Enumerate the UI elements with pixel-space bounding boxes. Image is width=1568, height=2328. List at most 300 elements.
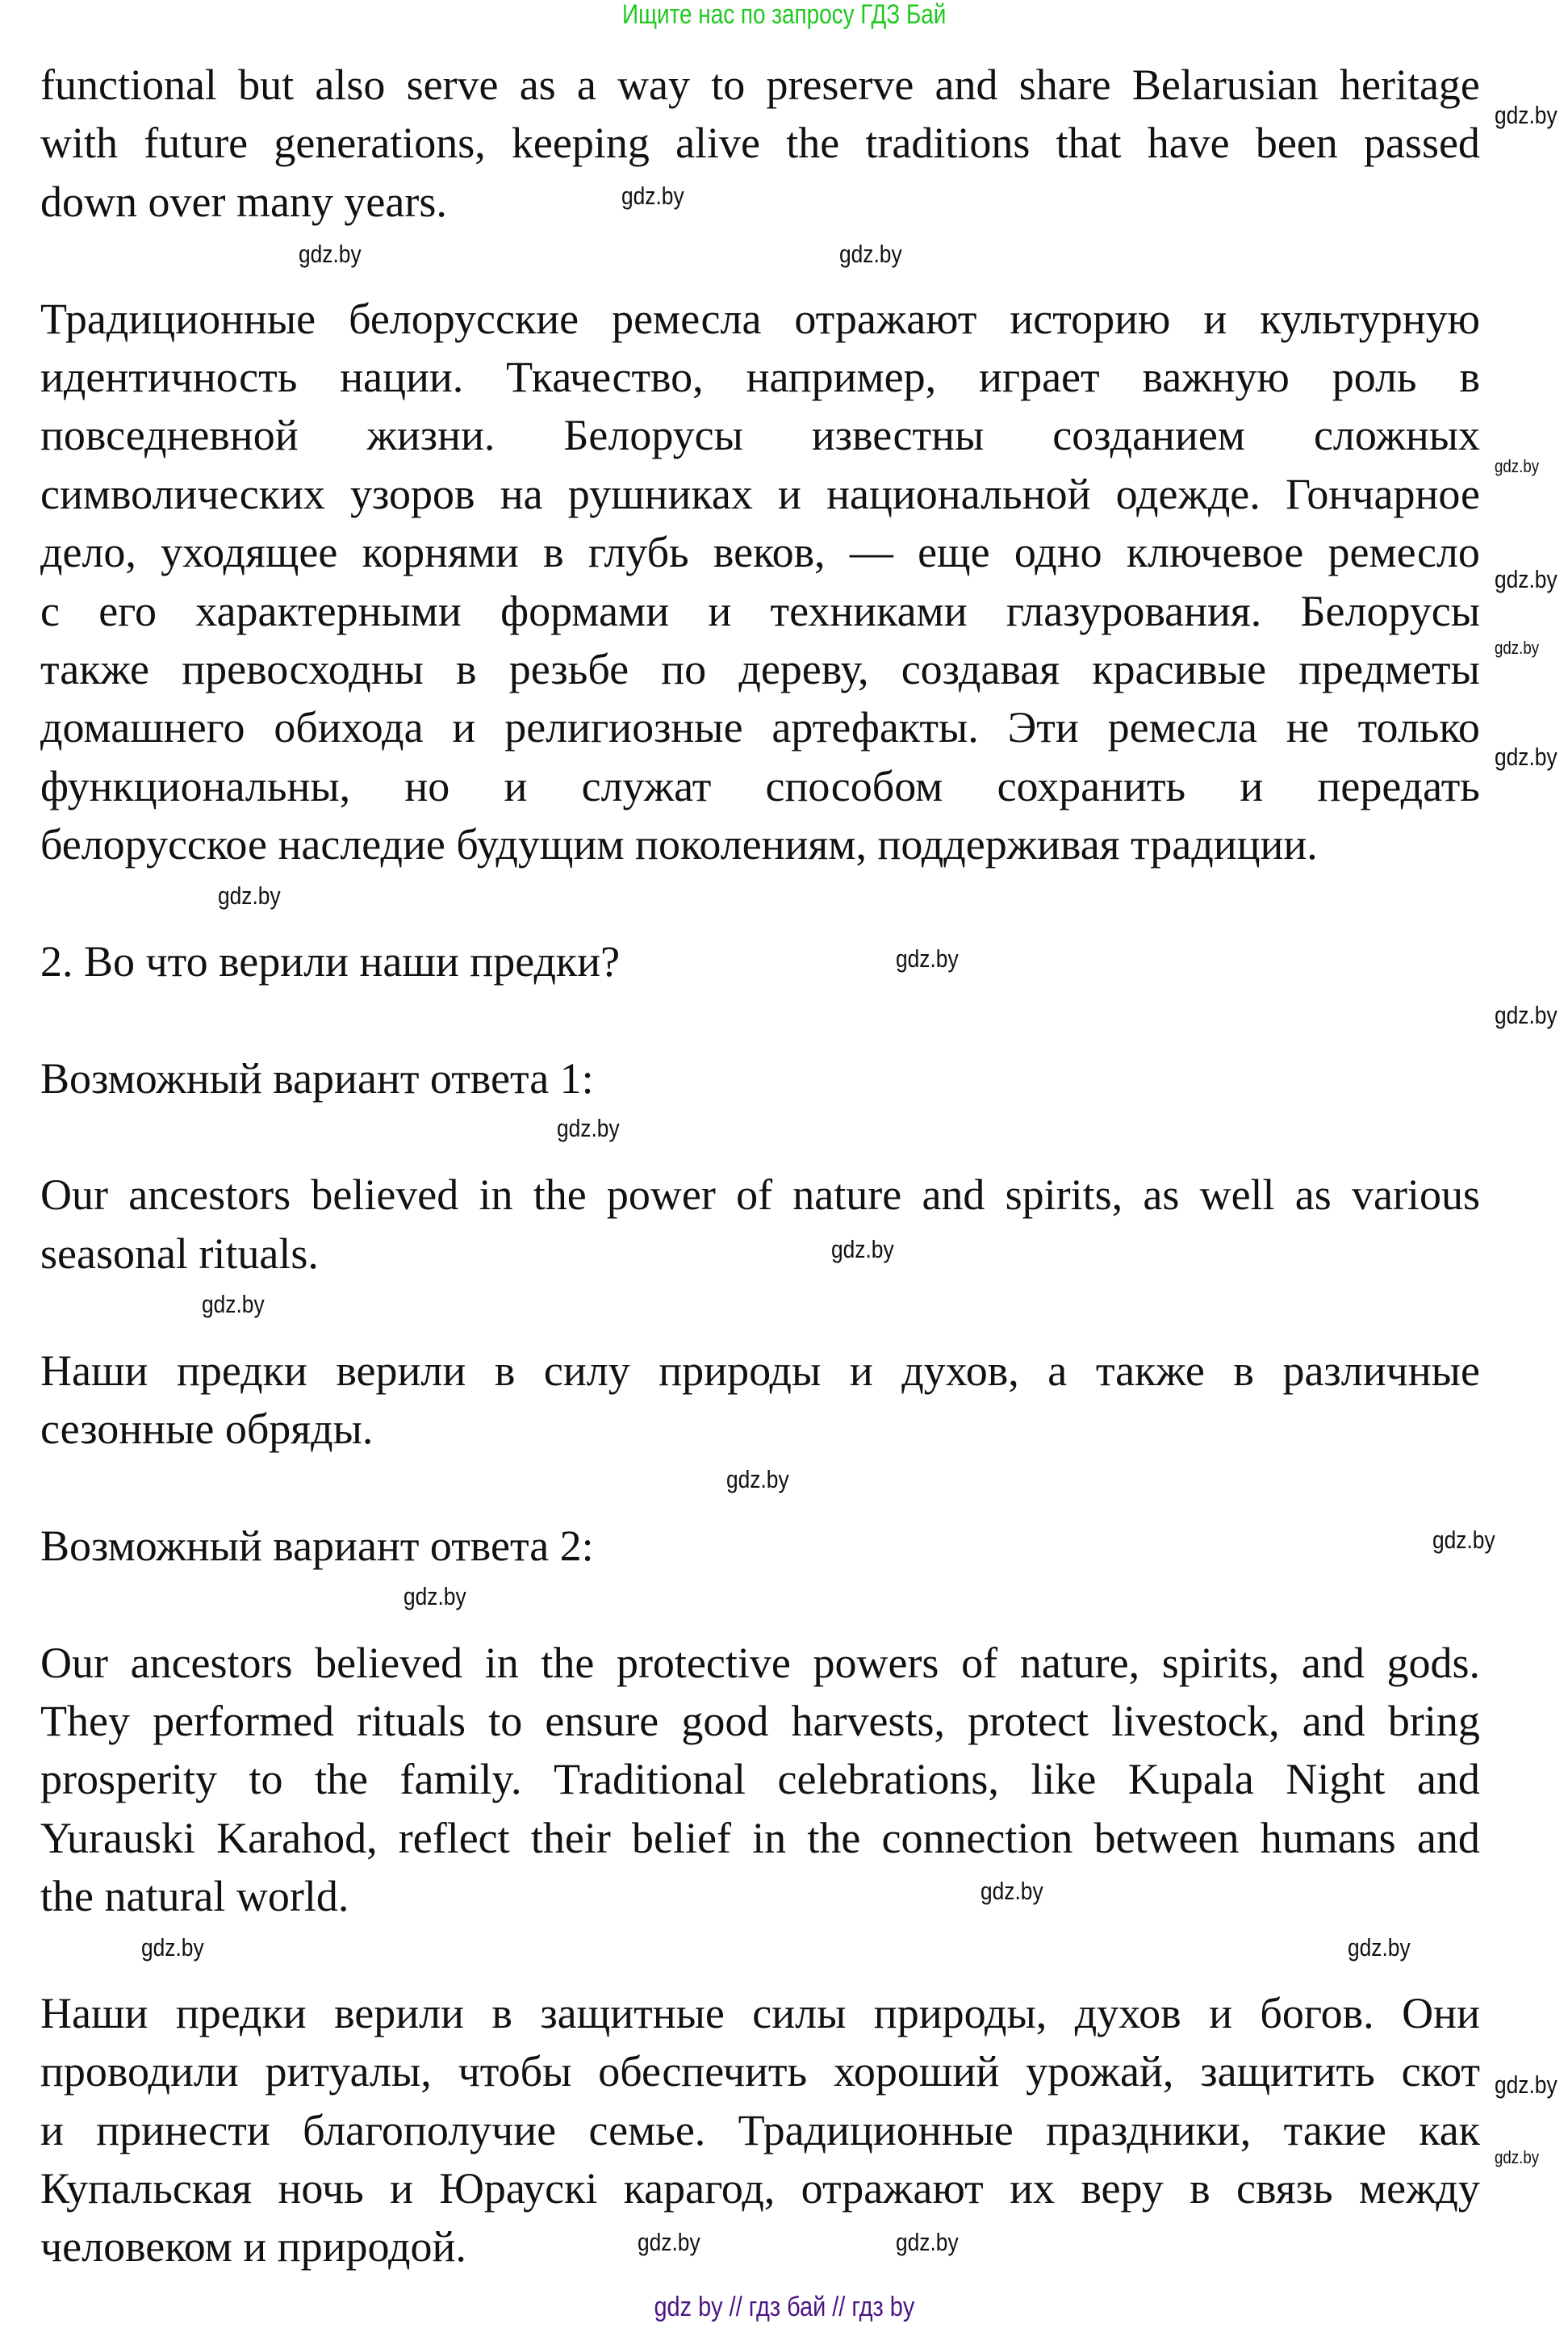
word: глазурования.	[1006, 586, 1262, 635]
watermark-text: gdz.by	[1495, 565, 1558, 593]
watermark-text: gdz.by	[1495, 2147, 1540, 2167]
watermark-text: gdz.by	[896, 2228, 959, 2256]
word: артефакты.	[771, 703, 979, 752]
word: to	[488, 1696, 523, 1745]
word: celebrations,	[777, 1755, 999, 1804]
text-line	[40, 523, 1480, 581]
watermark-text: gdz.by	[299, 240, 362, 268]
watermark-text: gdz.by	[141, 1933, 204, 1962]
text-line	[40, 1342, 1480, 1400]
word: и	[1203, 294, 1227, 343]
word: Традиционные	[738, 2105, 1014, 2154]
word: spirits,	[1161, 1638, 1280, 1687]
word: и	[390, 2164, 414, 2213]
word: сохранить	[997, 761, 1186, 810]
word: но	[404, 761, 450, 810]
word: глубь	[587, 528, 689, 577]
watermark	[1495, 638, 1547, 659]
paragraph	[40, 56, 1480, 231]
word: powers	[813, 1638, 939, 1687]
word: ancestors	[128, 1170, 291, 1220]
watermark-text: gdz.by	[1495, 743, 1558, 771]
word: культурную	[1260, 294, 1480, 343]
watermark-text: gdz.by	[1495, 2070, 1558, 2099]
watermark	[1495, 743, 1568, 772]
text-line	[40, 640, 1480, 698]
text-line: Возможный вариант ответа 1:	[40, 1053, 594, 1103]
word: way	[617, 61, 691, 109]
word: humans	[1260, 1813, 1396, 1862]
word: предки	[177, 1346, 307, 1395]
word: protective	[616, 1638, 791, 1687]
word: на	[500, 469, 543, 518]
watermark	[1495, 101, 1568, 130]
word: well	[1199, 1170, 1275, 1220]
watermark-text: gdz.by	[1348, 1933, 1411, 1962]
paragraph	[40, 1984, 1480, 2276]
word: дело,	[40, 528, 136, 577]
word: дереву,	[738, 644, 869, 693]
watermark-text: gdz.by	[621, 182, 684, 210]
word: карагод,	[623, 2164, 776, 2213]
word: проводили	[40, 2047, 239, 2096]
watermark-text: gdz.by	[403, 1582, 466, 1610]
word: не	[1286, 703, 1329, 752]
word: ремесло	[1328, 528, 1480, 577]
text-line	[40, 2042, 1480, 2100]
word: защитить	[1200, 2047, 1375, 2096]
word: национальной	[826, 469, 1091, 518]
word: верили	[336, 1346, 466, 1395]
word: богов.	[1260, 1988, 1374, 2037]
word: их	[1010, 2164, 1055, 2213]
word: and	[922, 1170, 985, 1220]
word: а	[1047, 1346, 1068, 1395]
word: gods.	[1386, 1638, 1480, 1687]
word: например,	[746, 352, 937, 401]
word: верили	[334, 1988, 464, 2037]
word: в	[491, 1988, 512, 2037]
word: as	[1143, 1170, 1180, 1220]
word: the	[786, 119, 840, 168]
word: в	[1233, 1346, 1254, 1395]
word: heritage	[1340, 61, 1480, 109]
word: the	[315, 1755, 368, 1804]
text-line	[40, 1809, 1480, 1867]
word: alive	[675, 119, 761, 168]
watermark-text: gdz.by	[831, 1235, 894, 1263]
watermark-text: gdz.by	[896, 944, 959, 973]
word: rituals	[357, 1696, 466, 1745]
word: of	[961, 1638, 998, 1687]
word: функциональны,	[40, 761, 351, 810]
word: livestock,	[1111, 1696, 1280, 1745]
word: характерными	[195, 586, 462, 635]
word: like	[1031, 1755, 1097, 1804]
word: performed	[153, 1696, 334, 1745]
word: белорусские	[349, 294, 579, 343]
word: ensure	[545, 1696, 659, 1745]
word: spirits,	[1005, 1170, 1123, 1220]
word: Гончарное	[1285, 469, 1480, 518]
word: природы	[659, 1346, 822, 1395]
word: been	[1255, 119, 1338, 168]
word: передать	[1317, 761, 1480, 810]
watermark	[1495, 2070, 1568, 2100]
word: принести	[96, 2105, 270, 2154]
word: Наши	[40, 1346, 148, 1395]
spacer	[40, 1107, 1480, 1166]
word: чтобы	[458, 2047, 572, 2096]
word: Белорусы	[563, 411, 743, 460]
word: религиозные	[504, 703, 743, 752]
watermark-text: gdz.by	[1495, 638, 1540, 658]
word: хороший	[833, 2047, 1000, 2096]
watermark	[141, 1933, 215, 1962]
spacer	[40, 1926, 1480, 1984]
word: as	[1294, 1170, 1332, 1220]
word: связь	[1236, 2164, 1333, 2213]
word: ремесла	[1107, 703, 1258, 752]
watermark-text: gdz.by	[1432, 1526, 1495, 1554]
word: служат	[581, 761, 712, 810]
word: и	[708, 586, 732, 635]
word: keeping	[511, 119, 650, 168]
word: but	[238, 61, 295, 109]
word: отражают	[794, 294, 977, 343]
word: урожай,	[1026, 2047, 1174, 2096]
word: Belarusian	[1131, 61, 1319, 109]
word: предметы	[1298, 644, 1480, 693]
word: скот	[1401, 2047, 1480, 2096]
word: как	[1419, 2105, 1480, 2154]
section-heading	[40, 932, 1480, 990]
word: nature	[792, 1170, 902, 1220]
watermark	[831, 1235, 905, 1264]
word: такие	[1283, 2105, 1386, 2154]
word: благополучие	[303, 2105, 557, 2154]
word: ночь	[278, 2164, 364, 2213]
text-line: down over many years.	[40, 177, 447, 226]
watermark	[557, 1114, 630, 1143]
word: природы,	[873, 1988, 1047, 2037]
watermark	[1495, 2147, 1547, 2168]
word: that	[1056, 119, 1122, 168]
document-body	[40, 56, 1480, 2276]
watermark-text: gdz.by	[839, 240, 902, 268]
word: обихода	[274, 703, 424, 752]
text-line	[40, 1750, 1480, 1808]
word: and	[1302, 1696, 1365, 1745]
word: и	[40, 2105, 64, 2154]
watermark-text: gdz.by	[726, 1465, 789, 1493]
watermark-text: gdz.by	[1495, 1001, 1558, 1029]
word: сложных	[1313, 411, 1480, 460]
text-line: the natural world.	[40, 1872, 349, 1921]
spacer	[40, 990, 1480, 1049]
text-line	[40, 348, 1480, 406]
watermark-text: gdz.by	[557, 1114, 620, 1142]
watermark	[202, 1290, 275, 1319]
word: домашнего	[40, 703, 245, 752]
watermark-text: gdz.by	[1495, 456, 1540, 476]
word: праздники,	[1046, 2105, 1252, 2154]
word: the	[533, 1170, 587, 1220]
word: и	[452, 703, 476, 752]
word: нации.	[340, 352, 464, 401]
word: share	[1018, 61, 1111, 109]
paragraph	[40, 290, 1480, 874]
word: важную	[1142, 352, 1290, 401]
word: и	[1240, 761, 1264, 810]
watermark	[1495, 456, 1547, 477]
word: and	[1301, 1638, 1365, 1687]
watermark	[299, 240, 372, 269]
word: reflect	[398, 1813, 510, 1862]
text-line	[40, 1692, 1480, 1750]
word: в	[456, 644, 477, 693]
word: повседневной	[40, 411, 299, 460]
word: техниками	[770, 586, 968, 635]
word: power	[606, 1170, 716, 1220]
word: в	[1190, 2164, 1210, 2213]
word: prosperity	[40, 1755, 217, 1804]
word: to	[249, 1755, 283, 1804]
word: traditions	[865, 119, 1031, 168]
word: their	[530, 1813, 611, 1862]
text-line	[40, 757, 1480, 815]
word: ремесла	[612, 294, 762, 343]
word: and	[935, 61, 998, 109]
word: family.	[399, 1755, 522, 1804]
footer-text[interactable]: gdz by // гдз бай // гдз by	[654, 2292, 914, 2322]
watermark	[981, 1877, 1054, 1906]
word: Yurauski	[40, 1813, 195, 1862]
text-line: человеком и природой.	[40, 2222, 466, 2271]
word: and	[1416, 1813, 1480, 1862]
word: одежде.	[1115, 469, 1261, 518]
word: —	[849, 528, 893, 577]
word: Night	[1286, 1755, 1386, 1804]
word: in	[484, 1638, 519, 1687]
word: belief	[632, 1813, 731, 1862]
word: семье.	[588, 2105, 706, 2154]
word: превосходны	[182, 644, 424, 693]
watermark-text: gdz.by	[218, 881, 281, 910]
watermark	[1495, 565, 1568, 594]
watermark	[839, 240, 913, 269]
word: и	[504, 761, 528, 810]
word: Our	[40, 1638, 108, 1687]
text-line	[40, 56, 1480, 114]
search-banner-text: Ищите нас по запросу ГДЗ Бай	[621, 0, 947, 30]
word: Купальская	[40, 2164, 253, 2213]
watermark	[621, 182, 695, 211]
word: веков,	[713, 528, 826, 577]
word: корнями	[362, 528, 519, 577]
word: protect	[968, 1696, 1089, 1745]
word: the	[807, 1813, 861, 1862]
text-line	[40, 698, 1480, 756]
word: as	[519, 61, 556, 109]
watermark	[1432, 1526, 1506, 1555]
word: the	[541, 1638, 595, 1687]
word: еще	[918, 528, 990, 577]
watermark-text: gdz.by	[1495, 101, 1558, 129]
word: создавая	[901, 644, 1060, 693]
word: ритуалы,	[265, 2047, 432, 2096]
word: формами	[500, 586, 670, 635]
word: future	[144, 119, 249, 168]
word: Юраускі	[439, 2164, 598, 2213]
word: уходящее	[161, 528, 338, 577]
word: в	[1459, 352, 1480, 401]
word: passed	[1363, 119, 1480, 168]
watermark	[726, 1465, 800, 1494]
word: в	[494, 1346, 516, 1395]
watermark	[403, 1582, 477, 1611]
word: various	[1351, 1170, 1480, 1220]
word: Они	[1402, 1988, 1480, 2037]
word: ключевое	[1126, 528, 1304, 577]
footer-links[interactable]	[0, 2291, 1568, 2323]
word: известны	[811, 411, 985, 460]
word: веру	[1081, 2164, 1164, 2213]
watermark	[218, 881, 291, 911]
word: in	[479, 1170, 513, 1220]
word: роль	[1332, 352, 1417, 401]
word: отражают	[801, 2164, 984, 2213]
word: силу	[543, 1346, 630, 1395]
word: They	[40, 1696, 130, 1745]
word: Karahod,	[216, 1813, 378, 1862]
word: Traditional	[553, 1755, 746, 1804]
watermark	[896, 944, 969, 973]
word: serve	[406, 61, 499, 109]
word: духов	[1074, 1988, 1181, 2037]
word: и	[778, 469, 801, 518]
text-line: seasonal rituals.	[40, 1229, 319, 1278]
word: functional	[40, 61, 217, 109]
word: Белорусы	[1300, 586, 1480, 635]
word: of	[736, 1170, 773, 1220]
word: играет	[979, 352, 1100, 401]
paragraph	[40, 1634, 1480, 1926]
word: защитные	[540, 1988, 725, 2037]
text-line	[40, 465, 1480, 523]
watermark	[896, 2228, 969, 2257]
word: between	[1093, 1813, 1240, 1862]
text-line	[40, 1634, 1480, 1692]
word: духов,	[901, 1346, 1019, 1395]
word: Наши	[40, 1988, 148, 2037]
word: с	[40, 586, 60, 635]
watermark	[1495, 1001, 1568, 1030]
word: резьбе	[508, 644, 629, 693]
word: рушниках	[567, 469, 753, 518]
word: ancestors	[130, 1638, 293, 1687]
section-heading	[40, 1517, 1480, 1575]
text-line	[40, 1166, 1480, 1224]
word: красивые	[1092, 644, 1267, 693]
text-line	[40, 406, 1480, 464]
word: обеспечить	[598, 2047, 808, 2096]
word: connection	[881, 1813, 1073, 1862]
word: его	[98, 586, 157, 635]
watermark-text: gdz.by	[981, 1877, 1043, 1905]
text-line	[40, 2159, 1480, 2217]
word: preserve	[766, 61, 914, 109]
text-line: сезонные обряды.	[40, 1404, 374, 1453]
word: способом	[765, 761, 943, 810]
word: в	[543, 528, 564, 577]
text-line	[40, 582, 1480, 640]
word: по	[661, 644, 707, 693]
watermark	[1348, 1933, 1421, 1962]
word: только	[1357, 703, 1480, 752]
word: Эти	[1007, 703, 1079, 752]
paragraph	[40, 1166, 1480, 1283]
section-heading	[40, 1049, 1480, 1107]
text-line	[40, 2101, 1480, 2159]
paragraph	[40, 1342, 1480, 1459]
word: жизни.	[366, 411, 495, 460]
word: между	[1358, 2164, 1480, 2213]
spacer	[40, 1575, 1480, 1633]
word: Our	[40, 1170, 108, 1220]
search-banner	[0, 0, 1568, 31]
word: и	[849, 1346, 873, 1395]
word: узоров	[350, 469, 475, 518]
word: предки	[175, 1988, 307, 2037]
word: with	[40, 119, 119, 168]
text-line: Возможный вариант ответа 2:	[40, 1521, 594, 1570]
word: Kupala	[1127, 1755, 1254, 1804]
word: bring	[1387, 1696, 1480, 1745]
word: различные	[1282, 1346, 1480, 1395]
word: и	[1209, 1988, 1232, 2037]
word: generations,	[274, 119, 486, 168]
word: a	[576, 61, 596, 109]
word: to	[711, 61, 746, 109]
word: nature,	[1019, 1638, 1140, 1687]
word: in	[752, 1813, 787, 1862]
word: have	[1147, 119, 1230, 168]
text-line: 2. Во что верили наши предки?	[40, 936, 621, 986]
word: harvests,	[791, 1696, 945, 1745]
text-line	[40, 114, 1480, 172]
word: Ткачество,	[506, 352, 704, 401]
word: and	[1416, 1755, 1480, 1804]
watermark	[638, 2228, 711, 2257]
text-line	[40, 290, 1480, 348]
word: Традиционные	[40, 294, 316, 343]
word: также	[40, 644, 150, 693]
word: силы	[752, 1988, 847, 2037]
word: идентичность	[40, 352, 298, 401]
watermark-text: gdz.by	[638, 2228, 700, 2256]
word: созданием	[1052, 411, 1245, 460]
word: символических	[40, 469, 325, 518]
word: believed	[311, 1170, 459, 1220]
word: одно	[1014, 528, 1102, 577]
word: историю	[1010, 294, 1171, 343]
word: good	[681, 1696, 769, 1745]
word: believed	[315, 1638, 463, 1687]
watermark-text: gdz.by	[202, 1290, 265, 1318]
word: также	[1095, 1346, 1205, 1395]
spacer	[40, 231, 1480, 289]
